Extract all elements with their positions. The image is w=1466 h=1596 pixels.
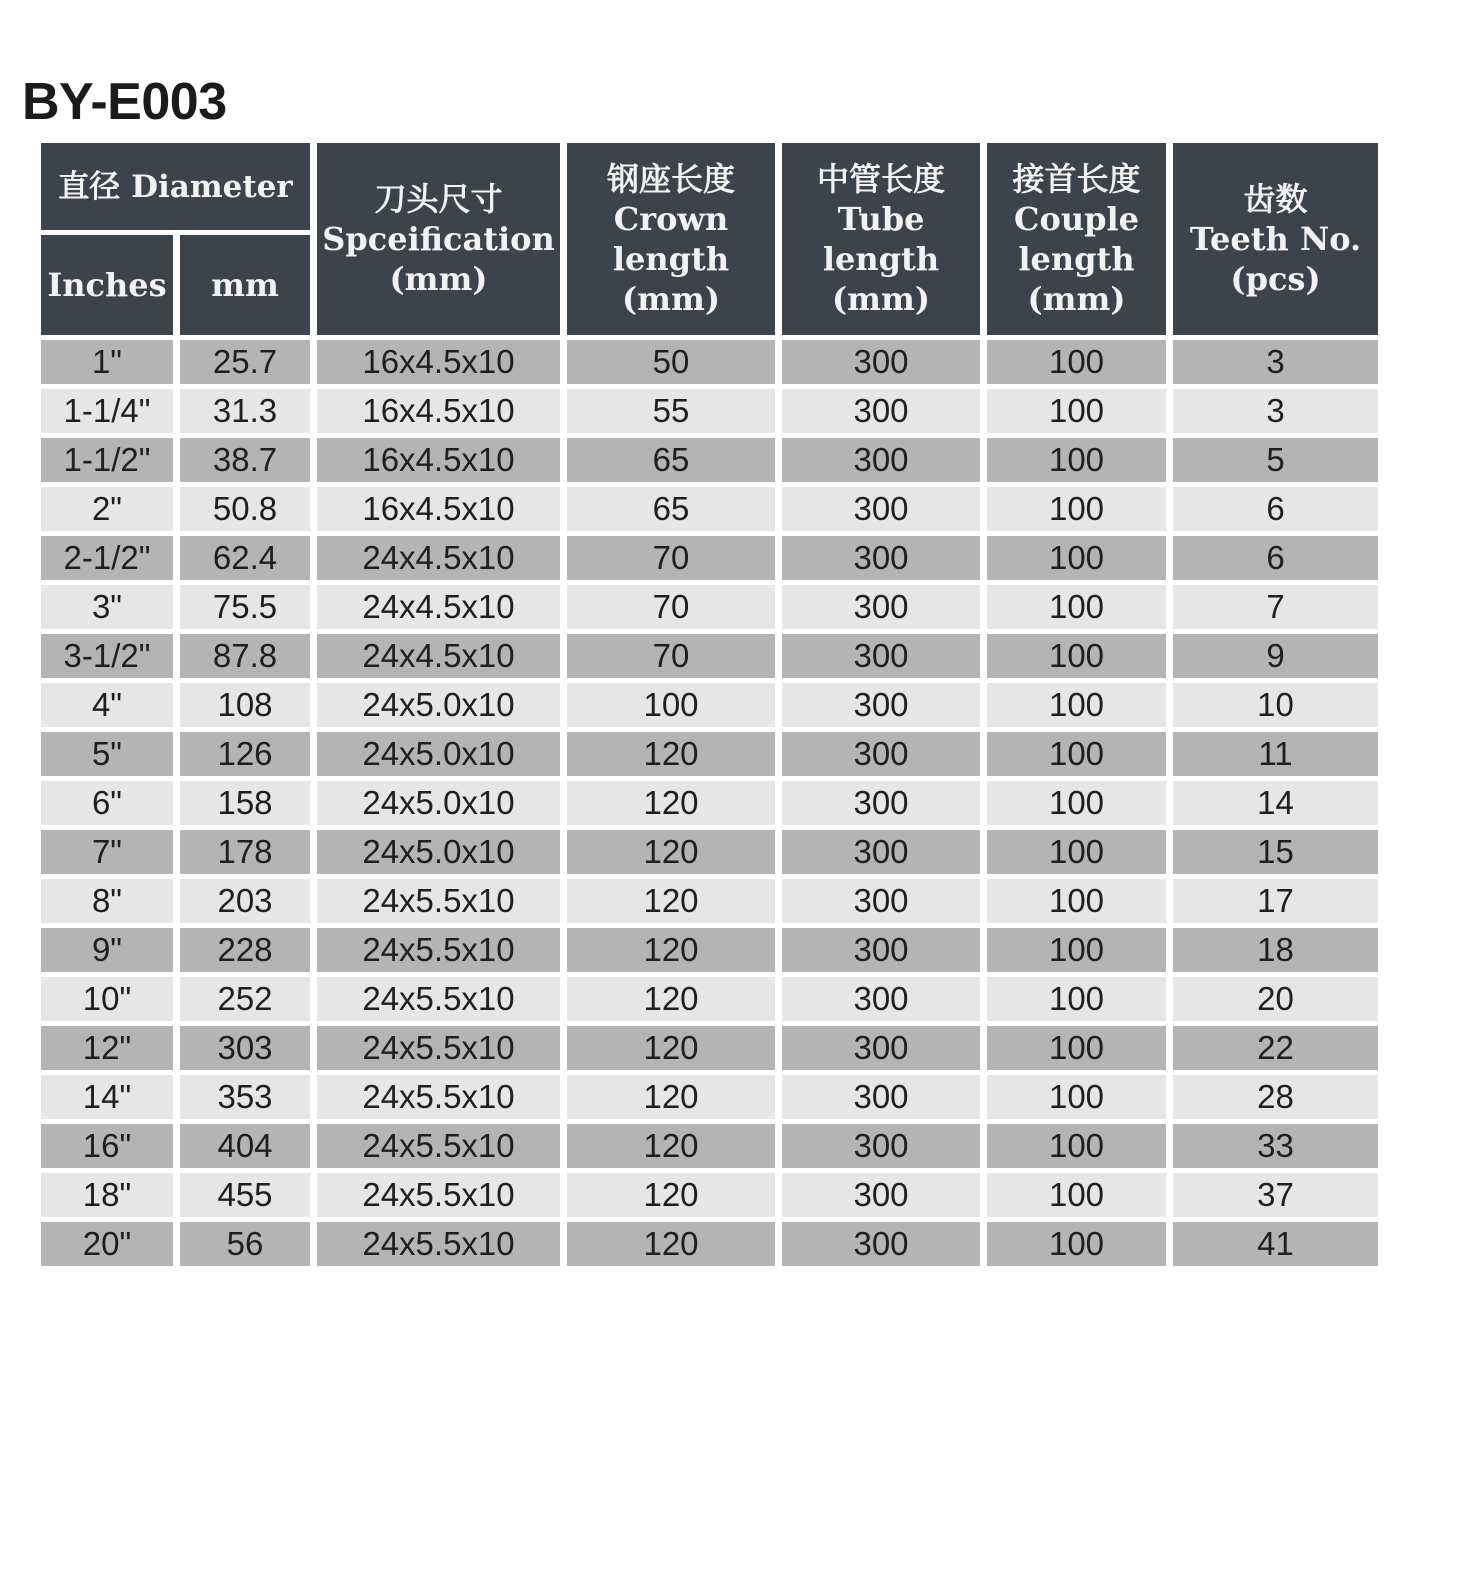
cell-spec: 24x4.5x10 [317,585,560,629]
cell-mm: 75.5 [180,585,310,629]
cell-spec: 16x4.5x10 [317,438,560,482]
cell-spec: 24x5.5x10 [317,1173,560,1217]
cell-tube: 300 [782,438,980,482]
cell-tube: 300 [782,830,980,874]
cell-teeth: 6 [1173,487,1378,531]
cell-inches: 2" [41,487,173,531]
table-row [41,585,1378,629]
cell-mm: 158 [180,781,310,825]
cell-teeth: 15 [1173,830,1378,874]
header-mm: mm [180,235,310,335]
header-tube-length: 中管长度 Tube length (mm) [782,143,980,335]
cell-inches: 4" [41,683,173,727]
cell-teeth: 7 [1173,585,1378,629]
cell-tube: 300 [782,683,980,727]
table-row [41,1124,1378,1168]
cell-mm: 455 [180,1173,310,1217]
cell-couple: 100 [987,781,1166,825]
cell-mm: 353 [180,1075,310,1119]
cell-mm: 87.8 [180,634,310,678]
cell-spec: 24x5.5x10 [317,1026,560,1070]
cell-mm: 203 [180,879,310,923]
cell-tube: 300 [782,1026,980,1070]
cell-spec: 24x5.5x10 [317,977,560,1021]
cell-inches: 9" [41,928,173,972]
cell-teeth: 37 [1173,1173,1378,1217]
cell-mm: 56 [180,1222,310,1266]
table-row [41,536,1378,580]
cell-spec: 16x4.5x10 [317,389,560,433]
cell-inches: 16" [41,1124,173,1168]
cell-inches: 12" [41,1026,173,1070]
cell-crown: 120 [567,830,775,874]
cell-spec: 24x5.5x10 [317,928,560,972]
cell-spec: 16x4.5x10 [317,340,560,384]
cell-inches: 20" [41,1222,173,1266]
cell-tube: 300 [782,1075,980,1119]
table-row [41,1173,1378,1217]
cell-tube: 300 [782,1124,980,1168]
table-row [41,732,1378,776]
cell-crown: 70 [567,634,775,678]
cell-couple: 100 [987,1026,1166,1070]
cell-couple: 100 [987,536,1166,580]
table-row [41,1026,1378,1070]
cell-tube: 300 [782,634,980,678]
cell-spec: 24x5.0x10 [317,732,560,776]
cell-couple: 100 [987,830,1166,874]
cell-mm: 38.7 [180,438,310,482]
table-header [41,143,1378,335]
cell-inches: 8" [41,879,173,923]
cell-mm: 25.7 [180,340,310,384]
cell-mm: 108 [180,683,310,727]
table-row [41,438,1378,482]
cell-couple: 100 [987,634,1166,678]
cell-teeth: 9 [1173,634,1378,678]
cell-mm: 62.4 [180,536,310,580]
table-row [41,928,1378,972]
table-row [41,683,1378,727]
cell-couple: 100 [987,1222,1166,1266]
cell-tube: 300 [782,781,980,825]
cell-crown: 65 [567,438,775,482]
cell-inches: 10" [41,977,173,1021]
cell-spec: 16x4.5x10 [317,487,560,531]
cell-spec: 24x5.5x10 [317,1075,560,1119]
cell-tube: 300 [782,977,980,1021]
cell-crown: 65 [567,487,775,531]
cell-tube: 300 [782,536,980,580]
cell-tube: 300 [782,1222,980,1266]
cell-crown: 55 [567,389,775,433]
cell-spec: 24x4.5x10 [317,536,560,580]
cell-teeth: 33 [1173,1124,1378,1168]
cell-teeth: 14 [1173,781,1378,825]
cell-inches: 5" [41,732,173,776]
cell-teeth: 22 [1173,1026,1378,1070]
cell-mm: 31.3 [180,389,310,433]
cell-couple: 100 [987,438,1166,482]
cell-inches: 6" [41,781,173,825]
cell-teeth: 11 [1173,732,1378,776]
cell-spec: 24x5.0x10 [317,830,560,874]
cell-teeth: 18 [1173,928,1378,972]
cell-tube: 300 [782,1173,980,1217]
cell-couple: 100 [987,389,1166,433]
table-body [41,340,1378,1266]
cell-spec: 24x5.5x10 [317,879,560,923]
cell-teeth: 28 [1173,1075,1378,1119]
table-row [41,487,1378,531]
header-inches: Inches [41,235,173,335]
cell-mm: 178 [180,830,310,874]
cell-couple: 100 [987,1075,1166,1119]
table-row [41,1075,1378,1119]
cell-couple: 100 [987,879,1166,923]
cell-spec: 24x5.5x10 [317,1124,560,1168]
cell-crown: 50 [567,340,775,384]
cell-couple: 100 [987,487,1166,531]
cell-inches: 1-1/2" [41,438,173,482]
cell-inches: 1-1/4" [41,389,173,433]
cell-tube: 300 [782,389,980,433]
cell-crown: 120 [567,879,775,923]
cell-couple: 100 [987,928,1166,972]
cell-spec: 24x5.0x10 [317,683,560,727]
cell-tube: 300 [782,487,980,531]
cell-teeth: 3 [1173,340,1378,384]
cell-tube: 300 [782,585,980,629]
cell-inches: 3" [41,585,173,629]
cell-teeth: 41 [1173,1222,1378,1266]
cell-mm: 252 [180,977,310,1021]
cell-teeth: 5 [1173,438,1378,482]
cell-tube: 300 [782,340,980,384]
table-row [41,634,1378,678]
cell-mm: 126 [180,732,310,776]
cell-mm: 228 [180,928,310,972]
cell-tube: 300 [782,879,980,923]
model-title: BY-E003 [22,73,227,131]
cell-mm: 404 [180,1124,310,1168]
cell-crown: 100 [567,683,775,727]
header-couple-length: 接首长度 Couple length (mm) [987,143,1166,335]
table-row [41,879,1378,923]
cell-tube: 300 [782,732,980,776]
table-row [41,340,1378,384]
table-row [41,781,1378,825]
cell-spec: 24x5.0x10 [317,781,560,825]
cell-crown: 120 [567,781,775,825]
cell-couple: 100 [987,683,1166,727]
cell-couple: 100 [987,340,1166,384]
cell-couple: 100 [987,585,1166,629]
header-diameter: 直径 Diameter [41,143,310,230]
cell-couple: 100 [987,732,1166,776]
cell-inches: 14" [41,1075,173,1119]
cell-crown: 120 [567,1026,775,1070]
cell-teeth: 10 [1173,683,1378,727]
cell-teeth: 6 [1173,536,1378,580]
table-row [41,830,1378,874]
cell-inches: 3-1/2" [41,634,173,678]
table-row [41,1222,1378,1266]
cell-crown: 70 [567,536,775,580]
cell-crown: 120 [567,1222,775,1266]
cell-crown: 120 [567,1173,775,1217]
cell-inches: 1" [41,340,173,384]
cell-tube: 300 [782,928,980,972]
cell-crown: 70 [567,585,775,629]
cell-spec: 24x4.5x10 [317,634,560,678]
cell-spec: 24x5.5x10 [317,1222,560,1266]
cell-couple: 100 [987,1173,1166,1217]
header-crown-length: 钢座长度 Crown length (mm) [567,143,775,335]
cell-teeth: 20 [1173,977,1378,1021]
cell-crown: 120 [567,928,775,972]
cell-crown: 120 [567,1124,775,1168]
cell-crown: 120 [567,732,775,776]
cell-couple: 100 [987,977,1166,1021]
header-teeth-no: 齿数 Teeth No. (pcs) [1173,143,1378,335]
cell-mm: 303 [180,1026,310,1070]
cell-teeth: 17 [1173,879,1378,923]
cell-crown: 120 [567,1075,775,1119]
cell-crown: 120 [567,977,775,1021]
cell-teeth: 3 [1173,389,1378,433]
table-row [41,977,1378,1021]
header-specification: 刀头尺寸 Spceification (mm) [317,143,560,335]
cell-couple: 100 [987,1124,1166,1168]
cell-mm: 50.8 [180,487,310,531]
spec-table [34,138,1385,1271]
table-row [41,389,1378,433]
cell-inches: 7" [41,830,173,874]
cell-inches: 18" [41,1173,173,1217]
cell-inches: 2-1/2" [41,536,173,580]
